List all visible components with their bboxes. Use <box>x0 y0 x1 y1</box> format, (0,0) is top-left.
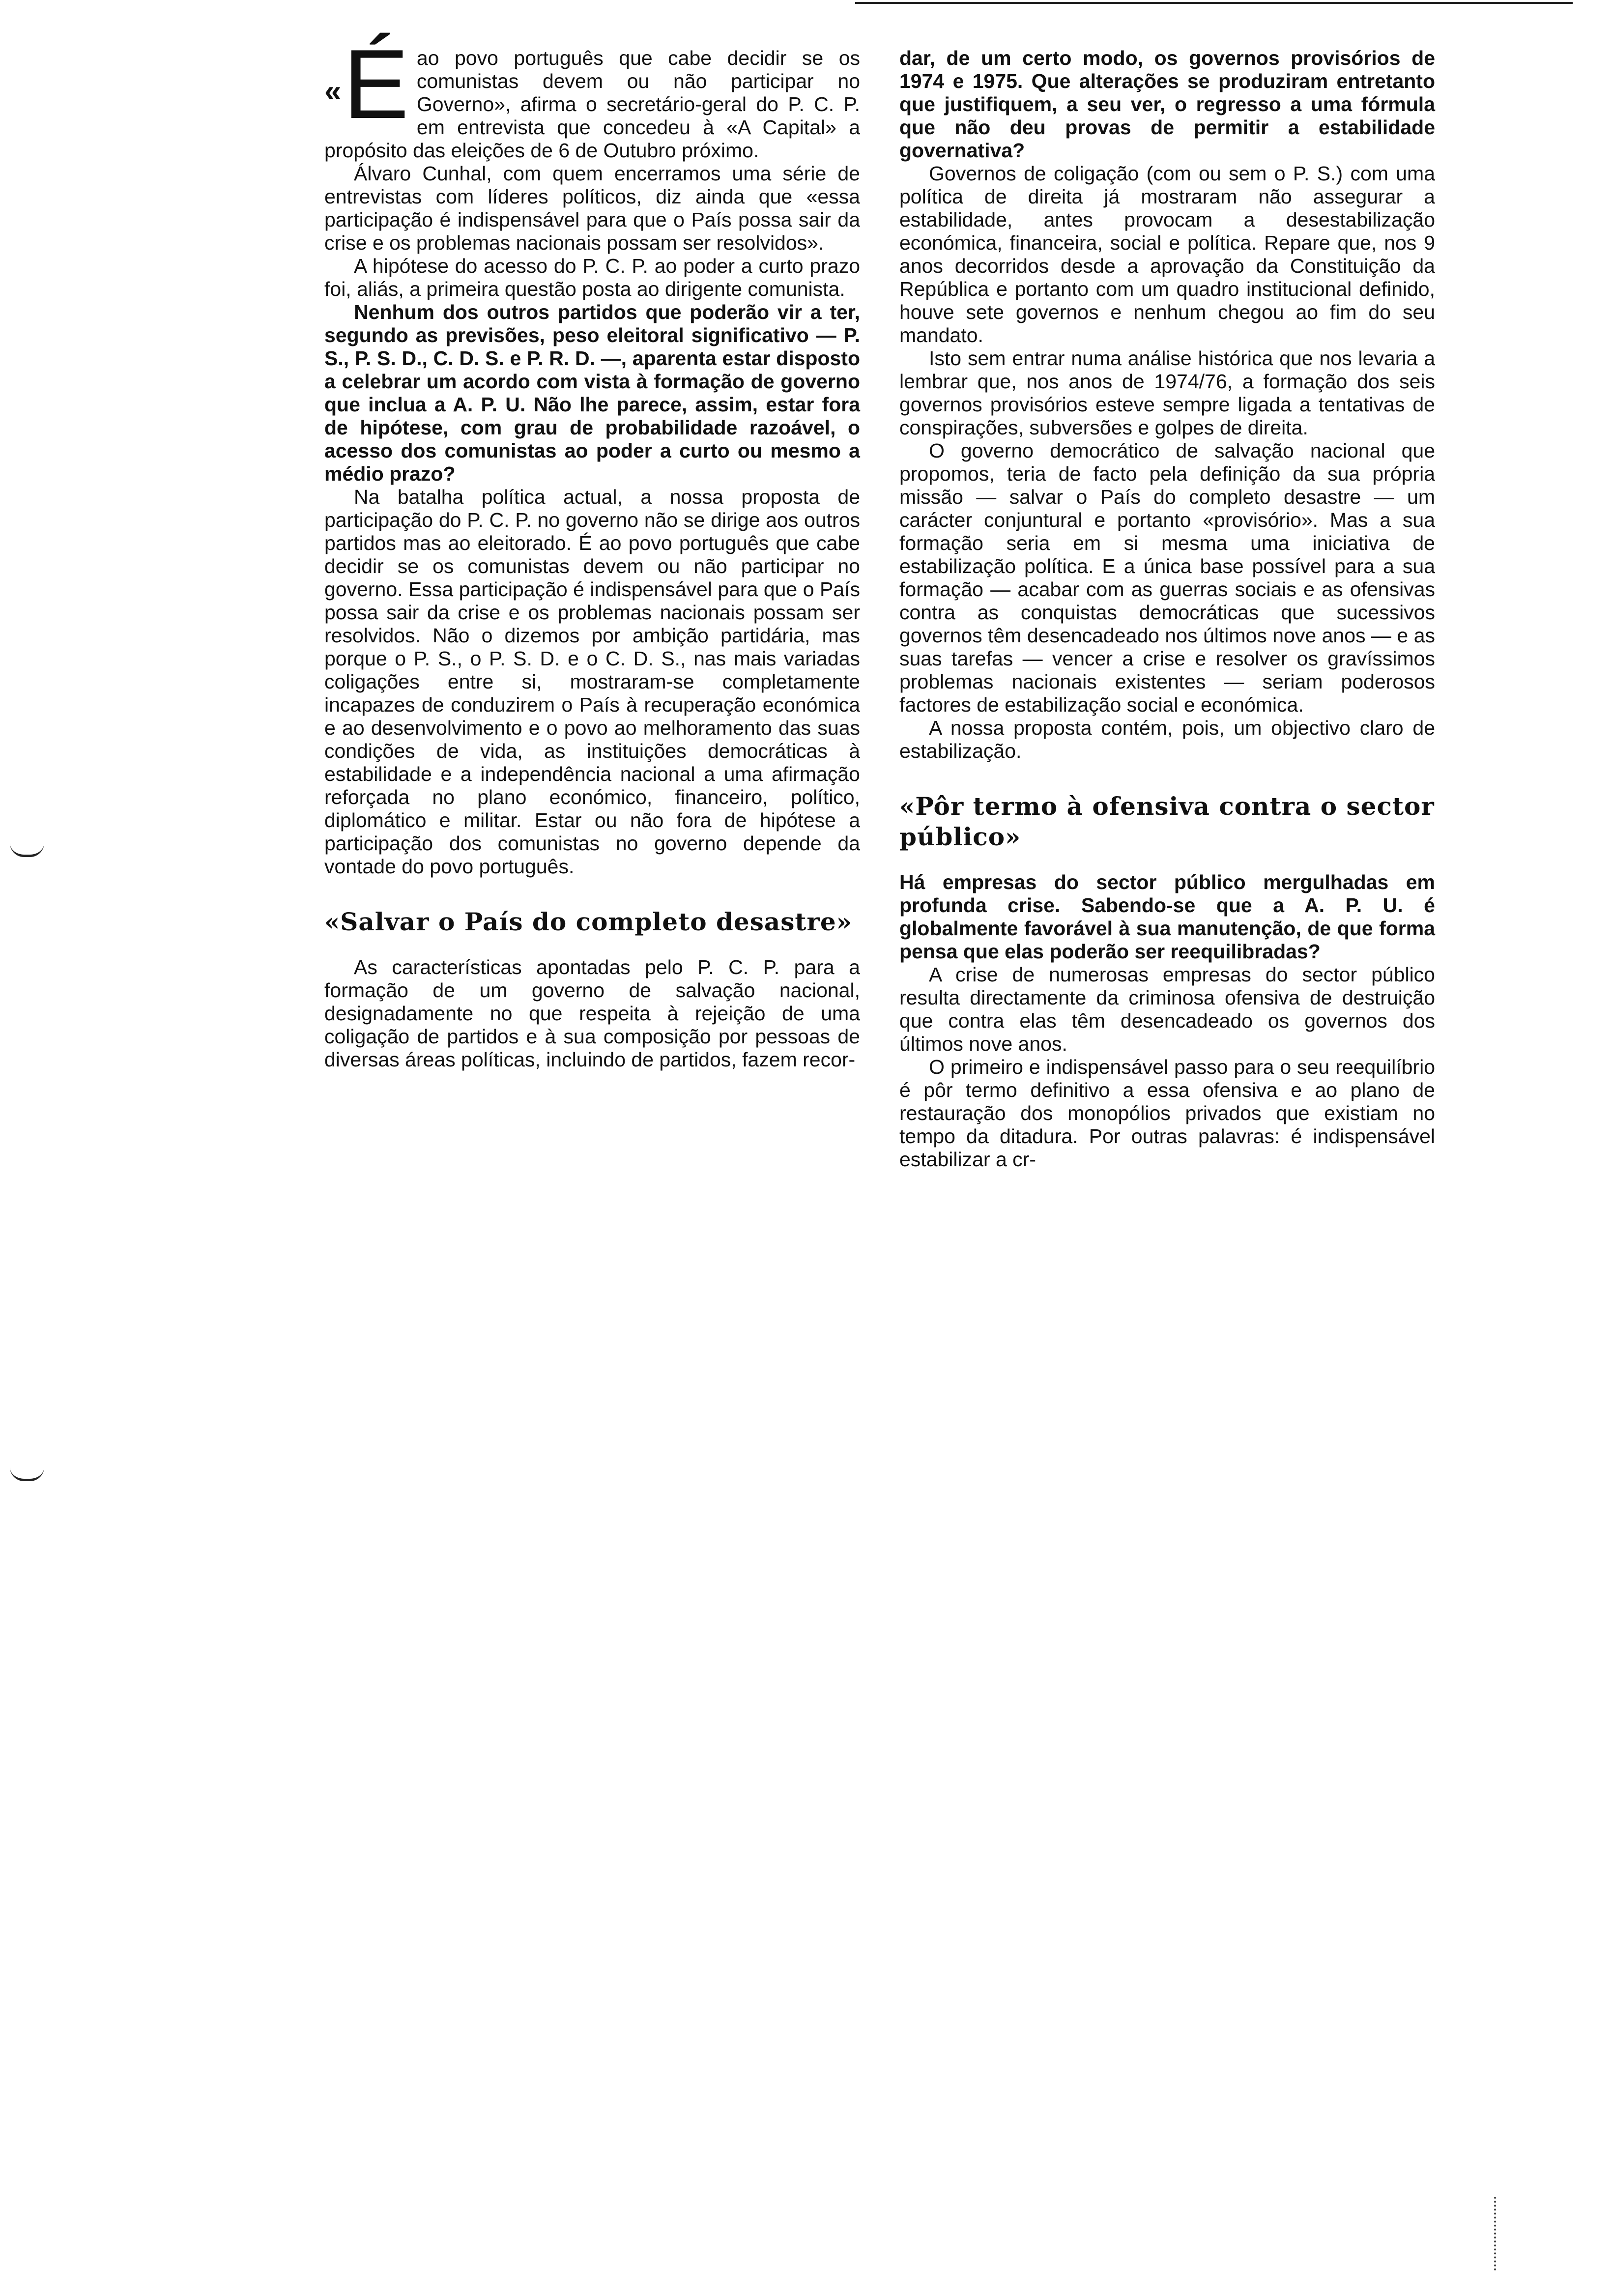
question-1: Nenhum dos outros partidos que poderão vir a ter, segundo as previsões, peso eleitoral significativo — P. S., P. S. D., C. D. S. e P. R. D. —, aparenta estar disposto a celebrar um acordo com vista à formação de governo que inclua a A. P. U. Não lhe parece, assim, estar fora de hipótese, com grau de probabilidade razoável, o acesso dos comunistas ao poder a curto ou mesmo a médio prazo? <box>324 301 860 485</box>
question-3: Há empresas do sector público mergulhadas em profunda crise. Sabendo-se que a A. P. U. é globalmente favorável à sua manutenção, de que forma pensa que elas poderão ser reequilibradas? <box>899 871 1435 963</box>
scan-mark-lower <box>10 1467 44 1481</box>
section-heading-1: «Salvar o País do completo desastre» <box>324 907 852 936</box>
edge-mark <box>1494 2197 1498 2270</box>
lead-paragraph: ao povo português que cabe decidir se os comunistas devem ou não participar no Governo», afirma o secretário-geral do P. C. P. em entrevista que concedeu à «A Capital» a propósito das eleições de 6 de Outubro próximo. <box>324 47 860 162</box>
intro-paragraph-2: A hipótese do acesso do P. C. P. ao poder a curto prazo foi, aliás, a primeira questão posta ao dirigente comunista. <box>324 255 860 300</box>
answer-2b: Isto sem entrar numa análise histórica que nos levaria a lembrar que, nos anos de 1974/76, a formação dos seis governos provisórios esteve sempre ligada a tentativas de conspirações, subversões e golpes de direita. <box>899 347 1435 439</box>
answer-3b: O primeiro e indispensável passo para o seu reequilíbrio é pôr termo definitivo a essa ofensiva e ao plano de restauração dos monopólios privados que existiam no tempo da ditadura. Por outras palavras: é indispensável estabilizar a cr- <box>899 1056 1435 1171</box>
answer-3: A crise de numerosas empresas do sector público resulta directamente da criminosa ofensiva de destruição que contra elas têm desencadeado os governos dos últimos nove anos. <box>899 963 1435 1055</box>
lead-quote-mark: « <box>324 74 342 108</box>
lead-dropcap: É <box>343 29 409 139</box>
scan-mark-upper <box>10 843 44 857</box>
article-left-column <box>324 29 860 1071</box>
top-rule <box>855 2 1573 4</box>
question-2-start: As características apontadas pelo P. C. P. para a formação de um governo de salvação nacional, designadamente no que respeita à rejeição de uma coligação de partidos e à sua composição por pessoas de diversas áreas políticas, incluindo de partidos, fazem recor- <box>324 956 860 1071</box>
answer-2d: A nossa proposta contém, pois, um objectivo claro de estabilização. <box>899 717 1435 762</box>
article-right-column <box>899 47 1435 1171</box>
question-2-end: dar, de um certo modo, os governos provisórios de 1974 e 1975. Que alterações se produziram entretanto que justifiquem, a seu ver, o regresso a uma fórmula que não deu provas de permitir a estabilidade governativa? <box>899 47 1435 162</box>
section-heading-2: «Pôr termo à ofensiva contra o sector público» <box>899 792 1435 851</box>
answer-2c: O governo democrático de salvação nacional que propomos, teria de facto pela definição da sua própria missão — salvar o País do completo desastre — um carácter conjuntural e portanto «provisório». Mas a sua formação seria em si mesma uma iniciativa de estabilização política. E a única base possível para a sua formação — acabar com as guerras sociais e as ofensivas contra as conquistas democráticas que sucessivos governos têm desencadeado nos últimos nove anos — e as suas tarefas — vencer a crise e resolver os gravíssimos problemas nacionais existentes — seriam poderosos factores de estabilização social e económica. <box>899 439 1435 716</box>
intro-paragraph: Álvaro Cunhal, com quem encerramos uma série de entrevistas com líderes políticos, diz ainda que «essa participação é indispensável para que o País possa sair da crise e os problemas nacionais possam ser resolvidos». <box>324 162 860 254</box>
answer-2: Governos de coligação (com ou sem o P. S.) com uma política de direita já mostraram não assegurar a estabilidade, antes provocam a desestabilização económica, financeira, social e política. Repare que, nos 9 anos decorridos desde a aprovação da Constituição da República e portanto com um quadro institucional definido, houve sete governos e nenhum chegou ao fim do seu mandato. <box>899 162 1435 346</box>
lead-dropcap-block <box>324 29 409 139</box>
answer-1: Na batalha política actual, a nossa proposta de participação do P. C. P. no governo não se dirige aos outros partidos mas ao eleitorado. É ao povo português que cabe decidir se os comunistas devem ou não participar no governo. Essa participação é indispensável para que o País possa sair da crise e os problemas nacionais possam ser resolvidos. Não o dizemos por ambição partidária, mas porque o P. S., o P. S. D. e o C. D. S., nas mais variadas coligações entre si, mostraram-se completamente incapazes de conduzirem o País à recuperação económica e ao desenvolvimento e o povo ao melhoramento das suas condições de vida, as instituições democráticas à estabilidade e a independência nacional a uma afirmação reforçada no plano económico, financeiro, político, diplomático e militar. Estar ou não fora de hipótese a participação dos comunistas no governo depende da vontade do povo português. <box>324 486 860 878</box>
